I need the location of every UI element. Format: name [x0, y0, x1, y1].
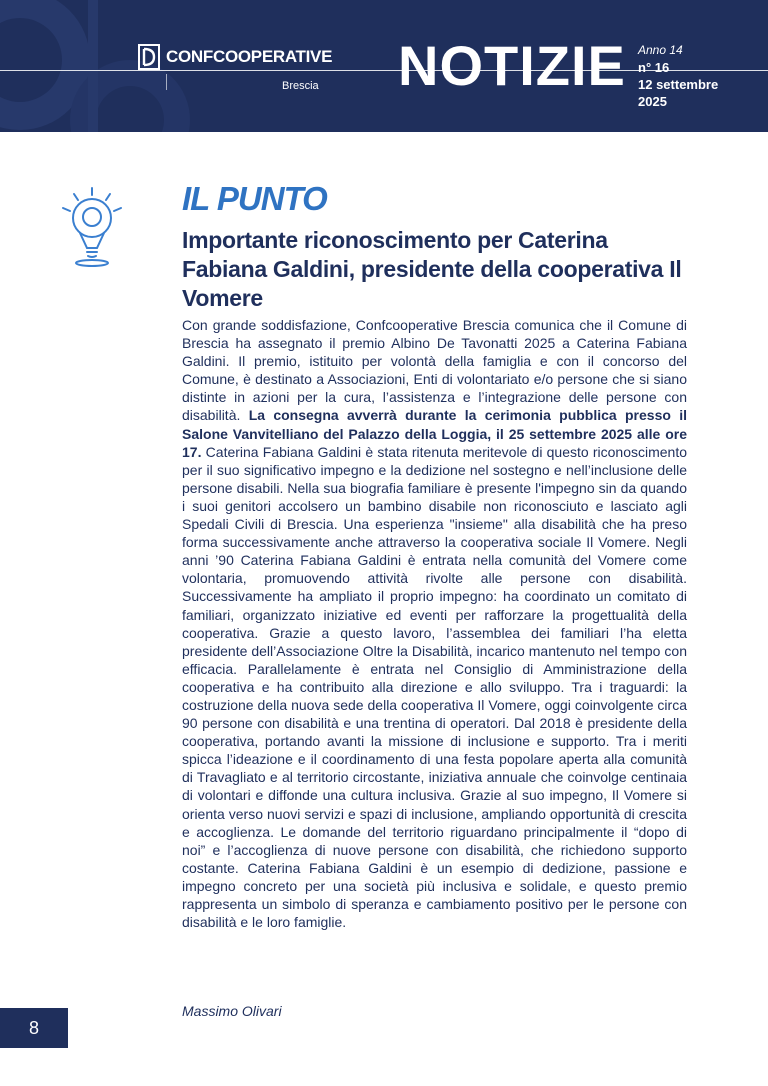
- article-author: Massimo Olivari: [182, 1003, 282, 1019]
- issue-info: [638, 42, 718, 110]
- lightbulb-icon: [60, 186, 124, 268]
- confcooperative-logo-icon: [138, 44, 160, 70]
- issue-year: Anno 14: [638, 43, 683, 57]
- article-paragraph-1: Con grande soddisfazione, Confcooperative Brescia comunica che il Comune di Brescia ha assegnato il premio Albino De Tavonatti 2025 a Caterina Fabiana Galdini. Il premio, istituito per volontà della famiglia e con il concorso del Comune, è destinato a Associazioni, Enti di volontariato e/o persone che si siano distinte in azioni per la cura, l’assistenza e l’integrazione delle persone con disabilità.: [182, 317, 687, 424]
- article-headline: Importante riconoscimento per Caterina Fabiana Galdini, presidente della cooperativa Il Vomere: [182, 227, 682, 311]
- issue-number: n° 16: [638, 60, 670, 75]
- brand-city: Brescia: [282, 80, 319, 92]
- article-paragraph-2: Caterina Fabiana Galdini è stata ritenuta meritevole di questo riconoscimento per il suo significativo impegno e la dedizione nel sostegno e nell’inclusione delle persone disabili. Nella sua biografia familiare è presente l'impegno sin da quando i suoi genitori accolsero un bambino disabile non riconosciuto e lasciato agli Spedali Civili di Brescia. Una esperienza "insieme" alla disabilità che ha preso forma successivamente anche attraverso la cooperativa sociale Il Vomere. Negli anni ’90 Caterina Fabiana Galdini è entrata nella comunità del Vomere come volontaria, promuovendo attività rivolte alle persone con disabilità. Successivamente ha ampliato il proprio impegno: ha coordinato un comitato di familiari, organizzato iniziative ed eventi per rafforzare la progettualità della cooperativa. Grazie a questo lavoro, l’assemblea dei familiari l’ha eletta presidente dell’Associazione Oltre la Disabilità, incarico mantenuto nel tempo con efficacia. Parallelamente è entrata nel Consiglio di Amministrazione della cooperativa e ha contribuito alla direzione e allo sviluppo. Tra i traguardi: la costruzione della nuova sede della cooperativa Il Vomere, oggi coinvolgente circa 90 persone con disabilità e una trentina di operatori. Dal 2018 è presidente della cooperativa, portando avanti la missione di inclusione e supporto. Tra i meriti spicca l’ideazione e il coordinamento di una festa popolare aperta alla comunità di Travagliato e al territorio circostante, iniziativa annuale che coinvolge centinaia di volontari e diffonde una cultura inclusiva. Grazie al suo impegno, Il Vomere si orienta verso nuovi servizi e spazi di inclusione, ampliando opportunità di crescita e accoglienza. Le domande del territorio riguardano principalmente il “dopo di noi” e l’accoglienza di nuove persone con disabilità, che richiedono supporto costante. Caterina Fabiana Galdini è un esempio di dedizione, passione e impegno concreto per una società più inclusiva e solidale, e questo premio rappresenta un simbolo di speranza e cambiamento positivo per le persone con disabilità e le loro famiglie.: [182, 443, 688, 931]
- logo-divider: [166, 74, 167, 90]
- publication-title: NOTIZIE: [398, 34, 626, 97]
- article-body: [182, 316, 687, 931]
- issue-date-year: 2025: [638, 94, 667, 109]
- confcooperative-logo: [138, 44, 332, 70]
- newsletter-header: [0, 0, 768, 132]
- article-highlight: La consegna avverrà durante la cerimonia pubblica presso il Salone Vanvitelliano del Palazzo della Loggia, il 25 settembre 2025 alle ore 17.: [182, 407, 687, 460]
- page-number: 8: [0, 1008, 68, 1048]
- issue-date-day: 12 settembre: [638, 77, 719, 92]
- brand-name: CONFCOOPERATIVE: [166, 47, 333, 66]
- section-title: IL PUNTO: [182, 180, 327, 217]
